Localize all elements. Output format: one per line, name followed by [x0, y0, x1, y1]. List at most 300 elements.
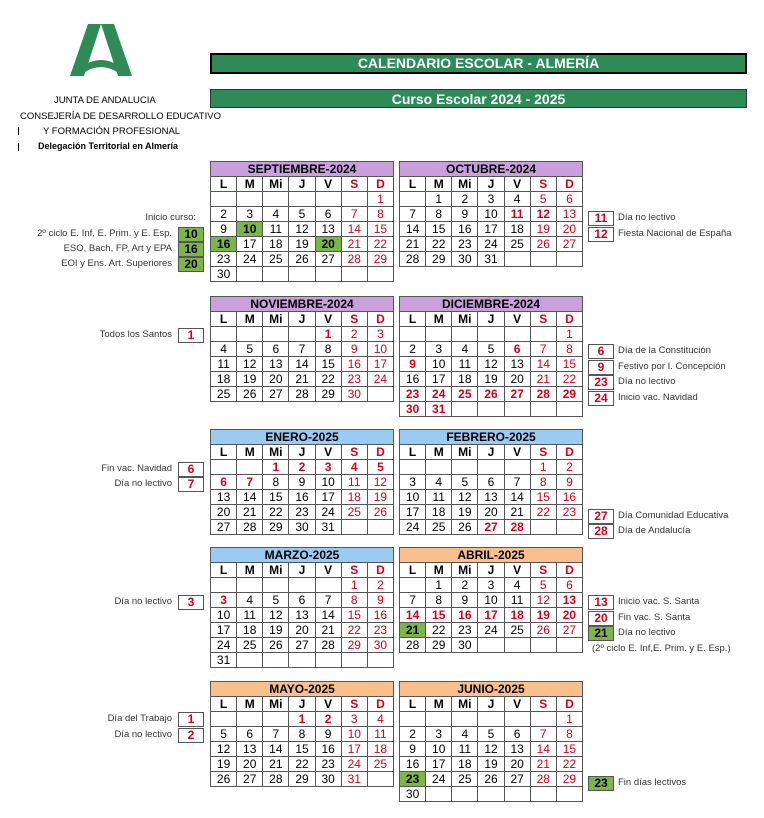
day-cell: 22	[426, 237, 452, 252]
day-cell: 19	[289, 237, 315, 252]
empty-cell	[556, 787, 582, 802]
empty-cell	[211, 327, 237, 342]
month-table	[399, 296, 583, 417]
day-cell: 12	[289, 222, 315, 237]
weekday-header: L	[211, 445, 237, 460]
weekday-header: L	[400, 445, 426, 460]
day-cell: 18	[237, 623, 263, 638]
month-title: FEBRERO-2025	[400, 430, 583, 445]
empty-cell	[478, 460, 504, 475]
right-note-label: Día no lectivo	[618, 212, 676, 223]
day-cell: 3	[426, 727, 452, 742]
weekday-header: J	[478, 312, 504, 327]
day-cell: 23	[400, 772, 426, 787]
day-cell: 11	[211, 357, 237, 372]
day-cell: 16	[289, 490, 315, 505]
day-cell: 6	[289, 593, 315, 608]
day-cell: 23	[452, 237, 478, 252]
day-cell: 26	[211, 772, 237, 787]
weekday-header: S	[530, 563, 556, 578]
empty-cell	[341, 192, 367, 207]
day-cell: 16	[211, 237, 237, 252]
day-cell: 28	[400, 638, 426, 653]
weekday-header: S	[341, 563, 367, 578]
empty-cell	[367, 653, 393, 668]
day-cell: 24	[478, 237, 504, 252]
weekday-header: S	[530, 445, 556, 460]
day-cell: 21	[263, 757, 289, 772]
empty-cell	[263, 267, 289, 282]
day-cell: 24	[400, 520, 426, 535]
day-cell: 23	[452, 623, 478, 638]
day-cell: 11	[263, 222, 289, 237]
weekday-header: L	[400, 697, 426, 712]
right-note-box: 9	[588, 360, 614, 375]
day-cell: 19	[452, 505, 478, 520]
empty-cell	[452, 327, 478, 342]
weekday-header: D	[556, 177, 582, 192]
day-cell: 7	[400, 593, 426, 608]
day-cell: 13	[478, 490, 504, 505]
empty-cell	[530, 252, 556, 267]
weekday-header: D	[367, 177, 393, 192]
day-cell: 19	[237, 372, 263, 387]
day-cell: 20	[504, 372, 530, 387]
day-cell: 17	[211, 623, 237, 638]
month-title: JUNIO-2025	[400, 682, 583, 697]
empty-cell	[315, 653, 341, 668]
weekday-header: V	[315, 445, 341, 460]
day-cell: 1	[367, 192, 393, 207]
weekday-header: M	[237, 177, 263, 192]
empty-cell	[530, 712, 556, 727]
day-cell: 23	[289, 505, 315, 520]
month-table	[210, 681, 394, 787]
right-note-box: 23	[588, 375, 614, 390]
weekday-header: J	[478, 563, 504, 578]
empty-cell	[211, 460, 237, 475]
empty-cell	[289, 192, 315, 207]
day-cell: 14	[504, 490, 530, 505]
day-cell: 16	[452, 222, 478, 237]
day-cell: 30	[315, 772, 341, 787]
page-subtitle: Curso Escolar 2024 - 2025	[210, 89, 747, 108]
month-table	[399, 547, 583, 653]
day-cell: 21	[289, 372, 315, 387]
day-cell: 26	[263, 638, 289, 653]
day-cell: 11	[237, 608, 263, 623]
weekday-header: J	[289, 177, 315, 192]
day-cell: 9	[556, 475, 582, 490]
right-note-box: 23	[588, 776, 614, 791]
day-cell: 26	[478, 772, 504, 787]
day-cell: 1	[426, 578, 452, 593]
day-cell: 26	[237, 387, 263, 402]
day-cell: 30	[289, 520, 315, 535]
day-cell: 7	[289, 342, 315, 357]
day-cell: 1	[263, 460, 289, 475]
month-title: DICIEMBRE-2024	[400, 297, 583, 312]
empty-cell	[556, 252, 582, 267]
day-cell: 28	[504, 520, 530, 535]
day-cell: 3	[211, 593, 237, 608]
day-cell: 8	[263, 475, 289, 490]
empty-cell	[530, 327, 556, 342]
empty-cell	[530, 520, 556, 535]
right-note-label: Día de la Constitución	[618, 345, 711, 356]
day-cell: 10	[400, 490, 426, 505]
weekday-header: S	[341, 177, 367, 192]
weekday-header: M	[237, 563, 263, 578]
weekday-header: J	[289, 312, 315, 327]
day-cell: 5	[530, 192, 556, 207]
day-cell: 25	[263, 252, 289, 267]
junta-andalucia-logo	[70, 22, 132, 78]
left-note-label: 2º ciclo E. Inf, E. Prim. y E. Esp.	[37, 228, 172, 239]
day-cell: 28	[289, 387, 315, 402]
day-cell: 7	[341, 207, 367, 222]
day-cell: 5	[263, 593, 289, 608]
day-cell: 27	[211, 520, 237, 535]
day-cell: 28	[530, 772, 556, 787]
empty-cell	[237, 192, 263, 207]
day-cell: 26	[367, 505, 393, 520]
day-cell: 21	[315, 623, 341, 638]
day-cell: 14	[530, 357, 556, 372]
day-cell: 3	[478, 578, 504, 593]
empty-cell	[452, 460, 478, 475]
empty-cell	[237, 460, 263, 475]
empty-cell	[211, 712, 237, 727]
weekday-header: V	[315, 177, 341, 192]
weekday-header: V	[504, 445, 530, 460]
day-cell: 17	[426, 372, 452, 387]
day-cell: 3	[237, 207, 263, 222]
day-cell: 28	[263, 772, 289, 787]
day-cell: 3	[400, 475, 426, 490]
day-cell: 21	[530, 372, 556, 387]
weekday-header: L	[211, 697, 237, 712]
day-cell: 12	[452, 490, 478, 505]
day-cell: 14	[263, 742, 289, 757]
day-cell: 18	[341, 490, 367, 505]
day-cell: 24	[341, 757, 367, 772]
day-cell: 29	[426, 638, 452, 653]
empty-cell	[263, 327, 289, 342]
empty-cell	[400, 712, 426, 727]
empty-cell	[452, 712, 478, 727]
day-cell: 6	[263, 342, 289, 357]
left-note-box: 3	[178, 595, 204, 610]
day-cell: 31	[478, 252, 504, 267]
empty-cell	[556, 638, 582, 653]
weekday-header: J	[478, 697, 504, 712]
day-cell: 18	[452, 372, 478, 387]
day-cell: 7	[315, 593, 341, 608]
empty-cell	[504, 638, 530, 653]
day-cell: 19	[530, 222, 556, 237]
weekday-header: Mi	[452, 177, 478, 192]
day-cell: 25	[237, 638, 263, 653]
day-cell: 3	[367, 327, 393, 342]
empty-cell	[400, 327, 426, 342]
day-cell: 20	[237, 757, 263, 772]
day-cell: 17	[237, 237, 263, 252]
weekday-header: V	[315, 312, 341, 327]
day-cell: 11	[426, 490, 452, 505]
month-title: NOVIEMBRE-2024	[211, 297, 394, 312]
empty-cell	[367, 772, 393, 787]
weekday-header: S	[341, 697, 367, 712]
empty-cell	[341, 520, 367, 535]
day-cell: 27	[556, 237, 582, 252]
day-cell: 20	[556, 608, 582, 623]
day-cell: 19	[211, 757, 237, 772]
weekday-header: Mi	[263, 563, 289, 578]
day-cell: 2	[400, 727, 426, 742]
day-cell: 22	[315, 372, 341, 387]
day-cell: 27	[315, 252, 341, 267]
weekday-header: D	[367, 445, 393, 460]
day-cell: 3	[426, 342, 452, 357]
empty-cell	[237, 327, 263, 342]
weekday-header: Mi	[263, 445, 289, 460]
day-cell: 6	[315, 207, 341, 222]
day-cell: 25	[341, 505, 367, 520]
day-cell: 4	[426, 475, 452, 490]
day-cell: 21	[530, 757, 556, 772]
day-cell: 12	[530, 593, 556, 608]
day-cell: 25	[452, 387, 478, 402]
day-cell: 18	[452, 757, 478, 772]
right-note-box: 20	[588, 611, 614, 626]
day-cell: 30	[452, 252, 478, 267]
day-cell: 17	[315, 490, 341, 505]
empty-cell	[367, 520, 393, 535]
empty-cell	[289, 267, 315, 282]
day-cell: 22	[556, 372, 582, 387]
left-note-label: Día no lectivo	[114, 478, 172, 489]
weekday-header: Mi	[452, 445, 478, 460]
day-cell: 29	[341, 638, 367, 653]
weekday-header: V	[315, 697, 341, 712]
day-cell: 17	[478, 222, 504, 237]
day-cell: 9	[452, 207, 478, 222]
day-cell: 8	[315, 342, 341, 357]
day-cell: 9	[367, 593, 393, 608]
day-cell: 4	[367, 712, 393, 727]
empty-cell	[263, 712, 289, 727]
day-cell: 7	[530, 342, 556, 357]
day-cell: 7	[504, 475, 530, 490]
empty-cell	[478, 327, 504, 342]
month-table	[210, 161, 394, 282]
day-cell: 25	[504, 237, 530, 252]
weekday-header: S	[341, 312, 367, 327]
empty-cell	[478, 787, 504, 802]
month-table	[210, 547, 394, 668]
empty-cell	[504, 327, 530, 342]
day-cell: 29	[556, 772, 582, 787]
empty-cell	[504, 460, 530, 475]
org-line-3: Y FORMACIÓN PROFESIONAL	[43, 126, 181, 137]
day-cell: 27	[504, 387, 530, 402]
empty-cell	[341, 653, 367, 668]
day-cell: 15	[530, 490, 556, 505]
day-cell: 25	[504, 623, 530, 638]
day-cell: 16	[341, 357, 367, 372]
day-cell: 14	[530, 742, 556, 757]
day-cell: 15	[315, 357, 341, 372]
empty-cell	[556, 520, 582, 535]
weekday-header: M	[426, 445, 452, 460]
right-note-label: Inicio vac. S. Santa	[618, 596, 700, 607]
weekday-header: M	[426, 697, 452, 712]
day-cell: 23	[341, 372, 367, 387]
month-table	[210, 296, 394, 402]
day-cell: 8	[426, 593, 452, 608]
day-cell: 22	[426, 623, 452, 638]
weekday-header: M	[426, 563, 452, 578]
month-table	[210, 429, 394, 535]
day-cell: 1	[426, 192, 452, 207]
left-note-box: 1	[178, 712, 204, 727]
empty-cell	[289, 578, 315, 593]
day-cell: 27	[556, 623, 582, 638]
day-cell: 31	[315, 520, 341, 535]
right-note-label: Día Comunidad Educativa	[618, 510, 729, 521]
empty-cell	[315, 267, 341, 282]
month-table	[399, 429, 583, 535]
day-cell: 27	[478, 520, 504, 535]
day-cell: 19	[478, 372, 504, 387]
right-note-box: 11	[588, 211, 614, 226]
weekday-header: S	[530, 177, 556, 192]
day-cell: 27	[237, 772, 263, 787]
left-note-label: ESO, Bach, FP, Art y EPA	[63, 243, 172, 254]
day-cell: 4	[263, 207, 289, 222]
right-note-box: 13	[588, 595, 614, 610]
day-cell: 29	[263, 520, 289, 535]
day-cell: 16	[400, 372, 426, 387]
day-cell: 26	[478, 387, 504, 402]
day-cell: 22	[530, 505, 556, 520]
day-cell: 27	[289, 638, 315, 653]
day-cell: 11	[452, 742, 478, 757]
empty-cell	[289, 653, 315, 668]
day-cell: 15	[341, 608, 367, 623]
empty-cell	[478, 712, 504, 727]
day-cell: 21	[400, 237, 426, 252]
day-cell: 30	[367, 638, 393, 653]
empty-cell	[211, 192, 237, 207]
weekday-header: L	[211, 563, 237, 578]
day-cell: 2	[452, 192, 478, 207]
empty-cell	[400, 578, 426, 593]
right-note-label: (2º ciclo E. Inf,E. Prim. y E. Esp.)	[592, 643, 731, 654]
day-cell: 2	[315, 712, 341, 727]
day-cell: 16	[452, 608, 478, 623]
org-line-1: JUNTA DE ANDALUCIA	[54, 95, 156, 106]
day-cell: 4	[504, 192, 530, 207]
day-cell: 12	[478, 357, 504, 372]
day-cell: 3	[315, 460, 341, 475]
empty-cell	[452, 402, 478, 417]
weekday-header: J	[478, 177, 504, 192]
weekday-header: J	[478, 445, 504, 460]
day-cell: 22	[556, 757, 582, 772]
weekday-header: D	[556, 563, 582, 578]
right-note-label: Fin vac. S. Santa	[618, 612, 691, 623]
day-cell: 22	[341, 623, 367, 638]
day-cell: 20	[263, 372, 289, 387]
day-cell: 13	[289, 608, 315, 623]
day-cell: 4	[341, 460, 367, 475]
day-cell: 15	[556, 742, 582, 757]
day-cell: 10	[426, 357, 452, 372]
day-cell: 18	[426, 505, 452, 520]
empty-cell	[237, 267, 263, 282]
weekday-header: L	[400, 563, 426, 578]
day-cell: 13	[237, 742, 263, 757]
day-cell: 29	[315, 387, 341, 402]
weekday-header: L	[400, 312, 426, 327]
day-cell: 6	[504, 342, 530, 357]
day-cell: 1	[341, 578, 367, 593]
day-cell: 25	[211, 387, 237, 402]
day-cell: 18	[504, 222, 530, 237]
day-cell: 9	[341, 342, 367, 357]
empty-cell	[504, 787, 530, 802]
left-note-label: Día del Trabajo	[107, 713, 172, 724]
day-cell: 9	[400, 742, 426, 757]
left-note-box: 6	[178, 462, 204, 477]
day-cell: 8	[556, 342, 582, 357]
day-cell: 5	[367, 460, 393, 475]
empty-cell	[426, 712, 452, 727]
day-cell: 9	[289, 475, 315, 490]
empty-cell	[289, 327, 315, 342]
day-cell: 20	[556, 222, 582, 237]
day-cell: 13	[504, 357, 530, 372]
day-cell: 27	[263, 387, 289, 402]
right-note-label: Fiesta Nacional de España	[618, 228, 732, 239]
day-cell: 6	[237, 727, 263, 742]
weekday-header: Mi	[452, 312, 478, 327]
day-cell: 30	[211, 267, 237, 282]
right-note-label: Festivo por I. Concepción	[618, 361, 726, 372]
empty-cell	[400, 192, 426, 207]
day-cell: 20	[289, 623, 315, 638]
day-cell: 18	[263, 237, 289, 252]
day-cell: 12	[211, 742, 237, 757]
day-cell: 29	[556, 387, 582, 402]
day-cell: 4	[504, 578, 530, 593]
day-cell: 18	[211, 372, 237, 387]
day-cell: 27	[504, 772, 530, 787]
weekday-header: M	[426, 177, 452, 192]
day-cell: 8	[556, 727, 582, 742]
month-title: ABRIL-2025	[400, 548, 583, 563]
day-cell: 25	[367, 757, 393, 772]
day-cell: 10	[315, 475, 341, 490]
day-cell: 11	[452, 357, 478, 372]
day-cell: 17	[400, 505, 426, 520]
day-cell: 18	[367, 742, 393, 757]
month-title: MARZO-2025	[211, 548, 394, 563]
day-cell: 14	[289, 357, 315, 372]
day-cell: 2	[211, 207, 237, 222]
